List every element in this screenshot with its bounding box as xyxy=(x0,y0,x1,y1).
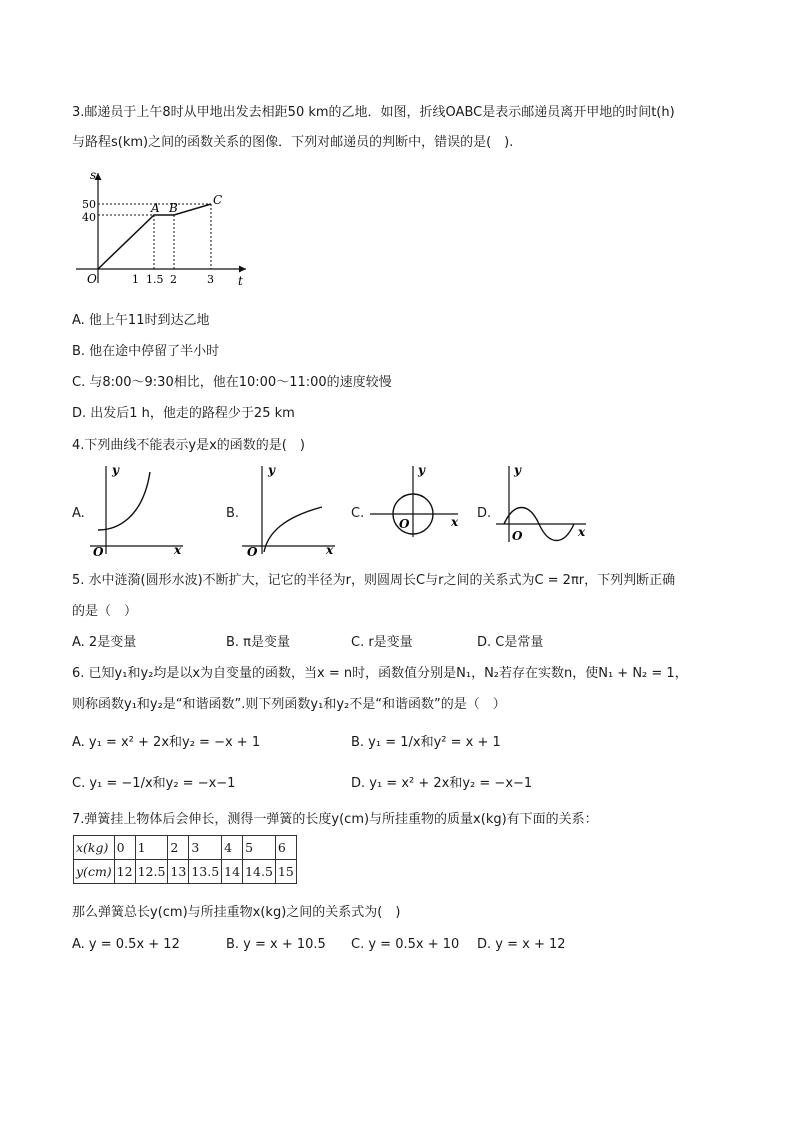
svg-text:y: y xyxy=(514,463,521,477)
q3-option-b: B. 他在途中停留了半小时 xyxy=(72,344,220,359)
x-tick-3: 3 xyxy=(207,273,214,286)
q7-data-table xyxy=(73,835,297,884)
q3-option-d: D. 出发后1 h，他走的路程少于25 km xyxy=(72,406,295,421)
table-row: x(kg) 0 1 2 3 4 5 6 xyxy=(74,836,297,860)
q4-graph-b xyxy=(240,462,340,557)
q4-label-a: A. xyxy=(72,506,85,521)
svg-text:y: y xyxy=(112,463,119,477)
q6-stem-line2: 则称函数y₁和y₂是“和谐函数”.则下列函数y₁和y₂不是“和谐函数”的是（ ） xyxy=(72,697,506,712)
svg-text:O: O xyxy=(512,529,523,543)
point-A-label: A xyxy=(151,201,160,215)
q7-option-a: A. y = 0.5x + 12 xyxy=(72,937,180,952)
q4-graph-c xyxy=(368,462,468,542)
q6-option-a: A. y₁ = x² + 2x和y₂ = −x + 1 xyxy=(72,735,261,750)
table-row: y(cm) 12 12.5 13 13.5 14 14.5 15 xyxy=(74,860,297,884)
q3-distance-time-graph xyxy=(74,165,264,290)
svg-text:O: O xyxy=(399,517,410,531)
svg-text:x: x xyxy=(578,525,586,539)
q5-stem-line2: 的是（ ） xyxy=(72,604,138,619)
q4-graph-d xyxy=(494,462,594,547)
y-tick-40: 40 xyxy=(82,211,96,224)
svg-text:x: x xyxy=(174,543,182,557)
origin-label: O xyxy=(87,272,97,286)
svg-text:x: x xyxy=(326,543,334,557)
svg-text:y: y xyxy=(418,463,425,477)
q5-option-b: B. π是变量 xyxy=(226,635,291,650)
q7-stem: 7.弹簧挂上物体后会伸长，测得一弹簧的长度y(cm)与所挂重物的质量x(kg)有下面的关系： xyxy=(72,812,598,827)
q5-option-d: D. C是常量 xyxy=(477,635,544,650)
q3-stem-line2: 与路程s(km)之间的函数关系的图像．下列对邮递员的判断中，错误的是( ). xyxy=(72,135,514,150)
q3-option-c: C. 与8:00～9:30相比，他在10:00～11:00的速度较慢 xyxy=(72,375,392,390)
x-tick-1-5: 1.5 xyxy=(146,273,164,286)
q4-label-d: D. xyxy=(477,506,492,521)
x-tick-2: 2 xyxy=(170,273,177,286)
q5-option-c: C. r是变量 xyxy=(351,635,413,650)
axis-t-label: t xyxy=(238,274,243,288)
y-tick-50: 50 xyxy=(82,198,96,211)
point-B-label: B xyxy=(169,201,178,215)
x-tick-1: 1 xyxy=(132,273,139,286)
q5-option-a: A. 2是变量 xyxy=(72,635,137,650)
svg-text:x: x xyxy=(451,515,459,529)
q7-option-b: B. y = x + 10.5 xyxy=(226,937,326,952)
q7-option-c: C. y = 0.5x + 10 xyxy=(351,937,460,952)
axis-s-label: s xyxy=(90,168,97,182)
q6-option-d: D. y₁ = x² + 2x和y₂ = −x−1 xyxy=(351,776,533,791)
q6-stem-line1: 6. 已知y₁和y₂均是以x为自变量的函数，当x = n时，函数值分别是N₁，N₂若存在实数n，使N₁ + N₂ = 1， xyxy=(72,666,688,681)
q5-stem-line1: 5. 水中涟漪(圆形水波)不断扩大，记它的半径为r，则圆周长C与r之间的关系式为C = 2πr，下列判断正确 xyxy=(72,573,676,588)
q4-label-b: B. xyxy=(226,506,240,521)
q4-graph-a xyxy=(88,462,188,557)
q7-question: 那么弹簧总长y(cm)与所挂重物x(kg)之间的关系式为( ) xyxy=(72,905,401,920)
q3-stem-line1: 3.邮递员于上午8时从甲地出发去相距50 km的乙地．如图，折线OABC是表示邮递员离开甲地的时间t(h) xyxy=(72,105,675,120)
q6-option-c: C. y₁ = −1/x和y₂ = −x−1 xyxy=(72,776,236,791)
svg-text:O: O xyxy=(247,545,258,557)
q3-option-a: A. 他上午11时到达乙地 xyxy=(72,313,210,328)
point-C-label: C xyxy=(213,193,223,207)
q4-stem: 4.下列曲线不能表示y是x的函数的是( ) xyxy=(72,438,305,453)
svg-text:O: O xyxy=(93,545,104,557)
q4-label-c: C. xyxy=(351,506,365,521)
q7-option-d: D. y = x + 12 xyxy=(477,937,566,952)
svg-text:y: y xyxy=(268,463,275,477)
q6-option-b: B. y₁ = 1/x和y² = x + 1 xyxy=(351,735,501,750)
